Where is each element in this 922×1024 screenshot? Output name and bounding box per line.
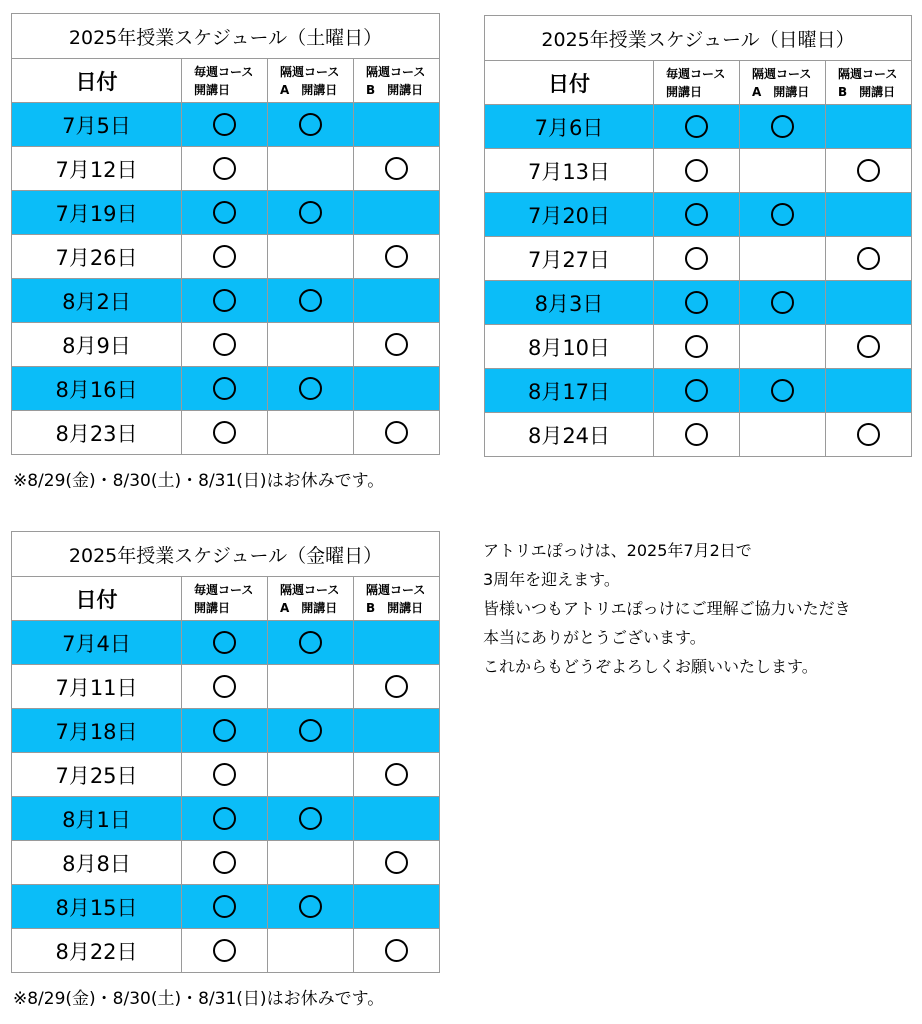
course-cell (826, 369, 912, 413)
course-cell (182, 323, 268, 367)
circle-mark-icon (213, 113, 236, 136)
course-cell (354, 103, 440, 147)
header-date: 日付 (485, 61, 654, 105)
date-cell: 8月8日 (12, 841, 182, 885)
course-cell (354, 235, 440, 279)
circle-mark-icon (213, 719, 236, 742)
course-cell (740, 193, 826, 237)
circle-mark-icon (299, 895, 322, 918)
course-cell (354, 797, 440, 841)
course-cell (268, 147, 354, 191)
circle-mark-icon (299, 113, 322, 136)
course-cell (268, 797, 354, 841)
schedule-row (12, 929, 440, 973)
schedule-row (12, 411, 440, 455)
message-line: アトリエぽっけは、2025年7月2日で (483, 541, 752, 560)
schedule-title: 2025年授業スケジュール（金曜日） (12, 532, 440, 577)
course-cell (182, 411, 268, 455)
header-biweekly-b: 隔週コース B 開講日 (826, 61, 912, 105)
circle-mark-icon (299, 719, 322, 742)
course-cell (654, 237, 740, 281)
message-line: 皆様いつもアトリエぽっけにご理解ご協力いただき (483, 599, 851, 618)
circle-mark-icon (299, 807, 322, 830)
date-cell: 7月19日 (12, 191, 182, 235)
course-cell (740, 413, 826, 457)
schedule-title: 2025年授業スケジュール（土曜日） (12, 14, 440, 59)
circle-mark-icon (685, 291, 708, 314)
anniversary-message (483, 536, 851, 681)
circle-mark-icon (857, 247, 880, 270)
course-cell (654, 149, 740, 193)
schedule-row (12, 665, 440, 709)
course-cell (268, 191, 354, 235)
course-cell (826, 237, 912, 281)
header-biweekly-a: 隔週コース A 開講日 (268, 577, 354, 621)
course-cell (826, 325, 912, 369)
course-cell (268, 885, 354, 929)
header-biweekly-b: 隔週コース B 開講日 (354, 59, 440, 103)
course-cell (826, 105, 912, 149)
date-cell: 8月22日 (12, 929, 182, 973)
schedule-row (485, 193, 912, 237)
course-cell (354, 709, 440, 753)
course-cell (182, 367, 268, 411)
circle-mark-icon (213, 289, 236, 312)
course-cell (354, 621, 440, 665)
date-cell: 8月15日 (12, 885, 182, 929)
date-cell: 8月3日 (485, 281, 654, 325)
header-date: 日付 (12, 59, 182, 103)
course-cell (268, 323, 354, 367)
course-cell (354, 885, 440, 929)
course-cell (268, 103, 354, 147)
circle-mark-icon (685, 379, 708, 402)
course-cell (826, 413, 912, 457)
date-cell: 7月20日 (485, 193, 654, 237)
circle-mark-icon (771, 203, 794, 226)
course-cell (654, 325, 740, 369)
course-cell (354, 753, 440, 797)
schedule-row (485, 149, 912, 193)
schedule-title: 2025年授業スケジュール（日曜日） (485, 16, 912, 61)
schedule-table-saturday (11, 13, 440, 455)
course-cell (354, 665, 440, 709)
course-cell (354, 411, 440, 455)
date-cell: 7月13日 (485, 149, 654, 193)
schedule-row (485, 237, 912, 281)
date-cell: 8月23日 (12, 411, 182, 455)
course-cell (182, 885, 268, 929)
course-cell (182, 665, 268, 709)
schedule-row (12, 885, 440, 929)
circle-mark-icon (299, 201, 322, 224)
course-cell (826, 281, 912, 325)
course-cell (740, 105, 826, 149)
circle-mark-icon (771, 115, 794, 138)
circle-mark-icon (385, 421, 408, 444)
date-cell: 7月12日 (12, 147, 182, 191)
date-cell: 7月11日 (12, 665, 182, 709)
circle-mark-icon (213, 157, 236, 180)
circle-mark-icon (213, 851, 236, 874)
course-cell (268, 235, 354, 279)
schedule-row (12, 103, 440, 147)
circle-mark-icon (213, 807, 236, 830)
course-cell (268, 709, 354, 753)
course-cell (740, 237, 826, 281)
schedule-row (12, 147, 440, 191)
course-cell (268, 279, 354, 323)
course-cell (182, 103, 268, 147)
course-cell (268, 665, 354, 709)
circle-mark-icon (299, 631, 322, 654)
circle-mark-icon (213, 333, 236, 356)
header-weekly: 毎週コース 開講日 (182, 59, 268, 103)
circle-mark-icon (299, 289, 322, 312)
schedule-row (12, 841, 440, 885)
course-cell (354, 279, 440, 323)
date-cell: 7月5日 (12, 103, 182, 147)
holiday-note: ※8/29(金)・8/30(土)・8/31(日)はお休みです。 (13, 471, 385, 491)
course-cell (740, 281, 826, 325)
message-line: これからもどうぞよろしくお願いいたします。 (483, 657, 818, 676)
circle-mark-icon (685, 159, 708, 182)
circle-mark-icon (385, 851, 408, 874)
schedule-row (12, 367, 440, 411)
course-cell (740, 325, 826, 369)
circle-mark-icon (213, 763, 236, 786)
date-cell: 8月24日 (485, 413, 654, 457)
circle-mark-icon (857, 335, 880, 358)
date-cell: 7月26日 (12, 235, 182, 279)
circle-mark-icon (385, 675, 408, 698)
course-cell (826, 193, 912, 237)
header-biweekly-a: 隔週コース A 開講日 (740, 61, 826, 105)
course-cell (354, 367, 440, 411)
schedule-row (12, 621, 440, 665)
course-cell (268, 367, 354, 411)
course-cell (740, 149, 826, 193)
course-cell (268, 841, 354, 885)
course-cell (268, 929, 354, 973)
date-cell: 7月18日 (12, 709, 182, 753)
course-cell (826, 149, 912, 193)
circle-mark-icon (213, 939, 236, 962)
circle-mark-icon (685, 423, 708, 446)
date-cell: 7月4日 (12, 621, 182, 665)
schedule-row (485, 413, 912, 457)
schedule-row (12, 235, 440, 279)
circle-mark-icon (385, 333, 408, 356)
circle-mark-icon (857, 159, 880, 182)
course-cell (654, 413, 740, 457)
date-cell: 8月16日 (12, 367, 182, 411)
course-cell (354, 929, 440, 973)
circle-mark-icon (299, 377, 322, 400)
holiday-note: ※8/29(金)・8/30(土)・8/31(日)はお休みです。 (13, 989, 385, 1009)
date-cell: 8月10日 (485, 325, 654, 369)
header-date: 日付 (12, 577, 182, 621)
circle-mark-icon (213, 631, 236, 654)
date-cell: 8月17日 (485, 369, 654, 413)
schedule-row (12, 323, 440, 367)
circle-mark-icon (213, 201, 236, 224)
course-cell (654, 193, 740, 237)
circle-mark-icon (385, 157, 408, 180)
date-cell: 7月25日 (12, 753, 182, 797)
circle-mark-icon (385, 245, 408, 268)
circle-mark-icon (771, 379, 794, 402)
schedule-row (12, 753, 440, 797)
circle-mark-icon (213, 245, 236, 268)
course-cell (268, 621, 354, 665)
header-biweekly-b: 隔週コース B 開講日 (354, 577, 440, 621)
course-cell (182, 235, 268, 279)
circle-mark-icon (213, 675, 236, 698)
course-cell (354, 323, 440, 367)
course-cell (182, 709, 268, 753)
course-cell (182, 753, 268, 797)
schedule-row (485, 369, 912, 413)
course-cell (182, 147, 268, 191)
schedule-row (485, 105, 912, 149)
circle-mark-icon (771, 291, 794, 314)
course-cell (654, 281, 740, 325)
course-cell (268, 753, 354, 797)
schedule-row (12, 191, 440, 235)
header-weekly: 毎週コース 開講日 (182, 577, 268, 621)
circle-mark-icon (685, 247, 708, 270)
schedule-table-sunday (484, 15, 912, 457)
circle-mark-icon (685, 115, 708, 138)
date-cell: 7月6日 (485, 105, 654, 149)
circle-mark-icon (857, 423, 880, 446)
course-cell (654, 105, 740, 149)
course-cell (654, 369, 740, 413)
circle-mark-icon (685, 203, 708, 226)
date-cell: 8月9日 (12, 323, 182, 367)
date-cell: 8月1日 (12, 797, 182, 841)
circle-mark-icon (213, 895, 236, 918)
circle-mark-icon (685, 335, 708, 358)
course-cell (182, 797, 268, 841)
course-cell (182, 621, 268, 665)
message-line: 本当にありがとうございます。 (483, 628, 706, 647)
header-weekly: 毎週コース 開講日 (654, 61, 740, 105)
course-cell (182, 841, 268, 885)
circle-mark-icon (213, 377, 236, 400)
date-cell: 7月27日 (485, 237, 654, 281)
schedule-row (12, 709, 440, 753)
course-cell (182, 279, 268, 323)
course-cell (354, 191, 440, 235)
schedule-row (485, 281, 912, 325)
course-cell (182, 191, 268, 235)
course-cell (268, 411, 354, 455)
circle-mark-icon (385, 763, 408, 786)
course-cell (354, 147, 440, 191)
message-line: 3周年を迎えます。 (483, 570, 620, 589)
course-cell (354, 841, 440, 885)
schedule-table-friday (11, 531, 440, 973)
course-cell (182, 929, 268, 973)
course-cell (740, 369, 826, 413)
header-biweekly-a: 隔週コース A 開講日 (268, 59, 354, 103)
circle-mark-icon (385, 939, 408, 962)
date-cell: 8月2日 (12, 279, 182, 323)
schedule-row (12, 797, 440, 841)
schedule-row (12, 279, 440, 323)
schedule-row (485, 325, 912, 369)
circle-mark-icon (213, 421, 236, 444)
